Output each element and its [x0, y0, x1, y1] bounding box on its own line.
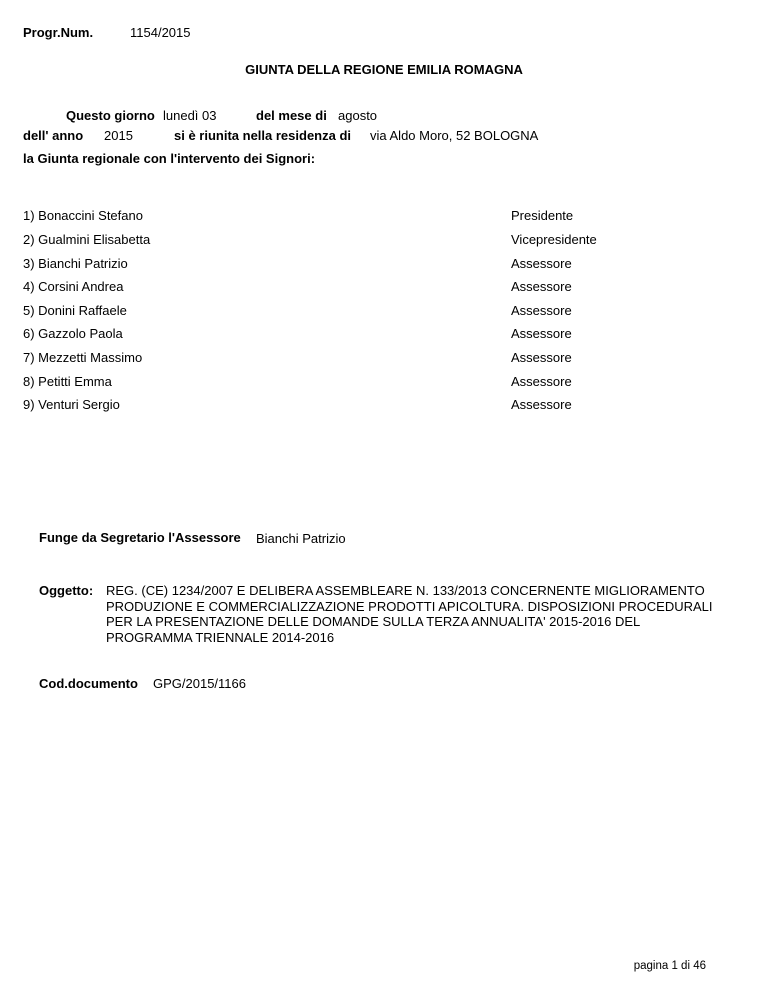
month-value: agosto [338, 108, 378, 123]
member-role: Assessore [511, 303, 572, 318]
subject-label: Oggetto: [39, 583, 94, 598]
member-name: 9) Venturi Sergio [23, 397, 120, 412]
year-label: dell' anno [23, 128, 84, 143]
day-value: lunedì 03 [163, 108, 217, 123]
subject-text: REG. (CE) 1234/2007 E DELIBERA ASSEMBLEARE N. 133/2013 CONCERNENTE MIGLIORAMENTO PRODUZIONE E COMMERCIALIZZAZIONE PRODOTTI APICOLTURA. DISPOSIZIONI PROCEDURALI PER LA PRESENTAZIONE DELLE DOMANDE SULLA TERZA ANNUALITA' 2015-2016 DEL PROGRAMMA TRIENNALE 2014-2016 [106, 583, 713, 645]
residence-value: via Aldo Moro, 52 BOLOGNA [370, 128, 539, 143]
member-role: Assessore [511, 256, 572, 271]
member-role: Assessore [511, 350, 572, 365]
member-name: 7) Mezzetti Massimo [23, 350, 143, 365]
attendance-label: la Giunta regionale con l'intervento dei Signori: [23, 151, 316, 166]
secretary-label: Funge da Segretario l'Assessore [39, 530, 241, 545]
residence-label: si è riunita nella residenza di [174, 128, 352, 143]
page-number: pagina 1 di 46 [633, 960, 706, 972]
progr-num-label: Progr.Num. [23, 25, 94, 40]
document-code-value: GPG/2015/1166 [153, 676, 246, 691]
progr-num-value: 1154/2015 [130, 25, 191, 40]
member-role: Assessore [511, 279, 572, 294]
member-name: 8) Petitti Emma [23, 374, 112, 389]
member-role: Assessore [511, 397, 572, 412]
member-name: 4) Corsini Andrea [23, 279, 124, 294]
secretary-value: Bianchi Patrizio [256, 531, 346, 546]
member-name: 5) Donini Raffaele [23, 303, 127, 318]
member-role: Assessore [511, 374, 572, 389]
day-label: Questo giorno [66, 108, 155, 123]
member-role: Presidente [511, 208, 574, 223]
member-name: 6) Gazzolo Paola [23, 326, 123, 341]
member-role: Assessore [511, 326, 572, 341]
member-name: 3) Bianchi Patrizio [23, 256, 128, 271]
year-value: 2015 [104, 128, 133, 143]
document-title: GIUNTA DELLA REGIONE EMILIA ROMAGNA [245, 62, 523, 77]
month-label: del mese di [256, 108, 327, 123]
member-name: 2) Gualmini Elisabetta [23, 232, 151, 247]
member-name: 1) Bonaccini Stefano [23, 208, 143, 223]
document-code-label: Cod.documento [39, 676, 138, 691]
member-role: Vicepresidente [511, 232, 597, 247]
